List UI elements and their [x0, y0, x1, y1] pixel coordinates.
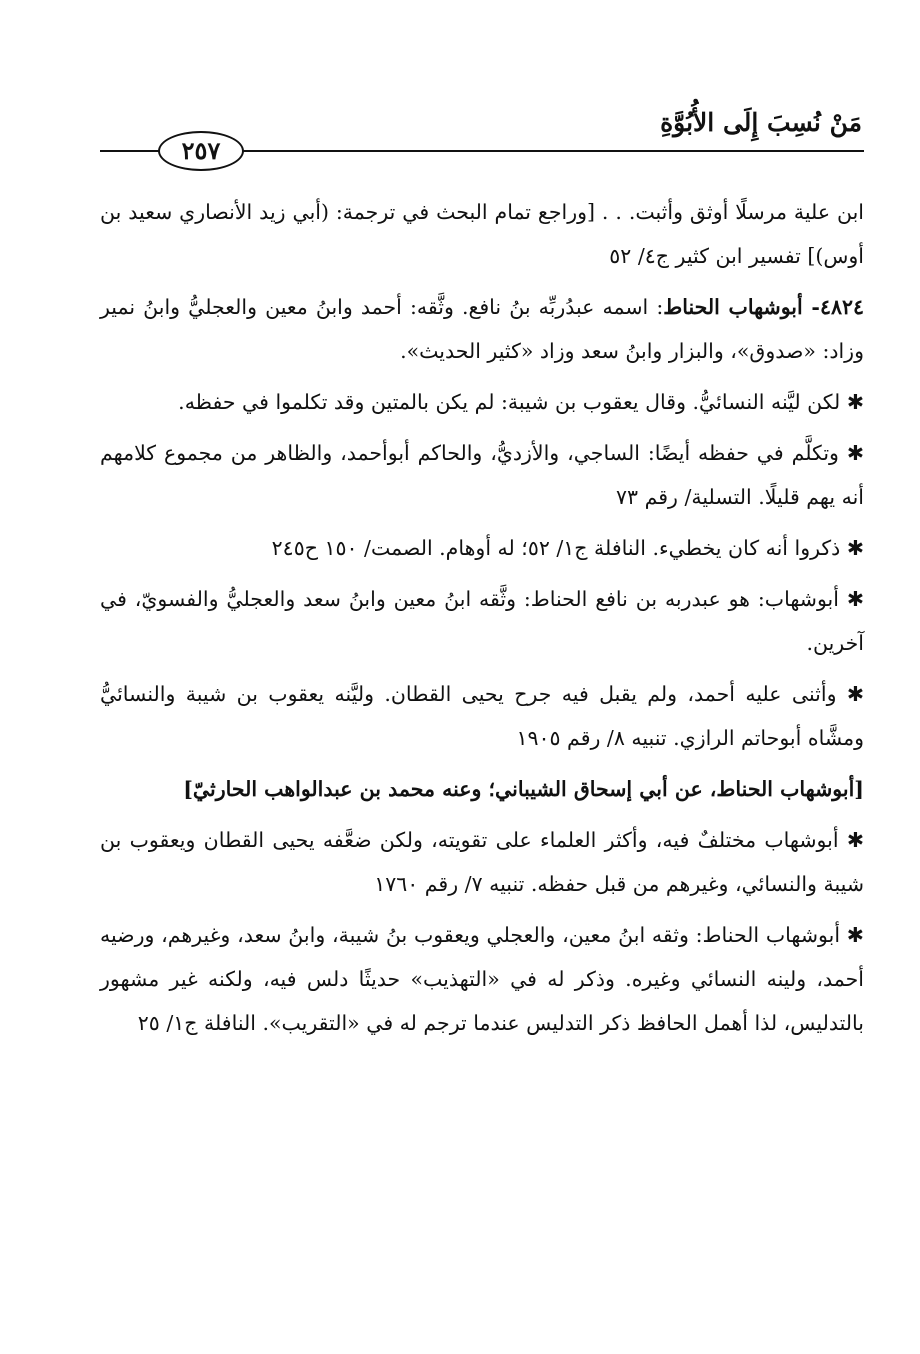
paragraph-2-text: : اسمه عبدُربِّه بنُ نافع. وثَّقه: أحمد وابنُ معين والعجليُّ وابنُ نمير وزاد: «صدوق»، والبزار وابنُ سعد وزاد «كثير الحديث».	[100, 295, 864, 363]
paragraph-10: ✱ أبوشهاب الحناط: وثقه ابنُ معين، والعجلي ويعقوب بنُ شيبة، وابنُ سعد، وغيرهم، ورضيه أحمد، ولينه النسائي وغيره. وذكر له في «التهذيب» حديثًا دلس فيه، ولكنه غير مشهور بالتدليس، لذا أهمل الحافظ ذكر التدليس عندما ترجم له في «التقريب». النافلة ج١/ ٢٥	[100, 923, 864, 1035]
page-number: ٢٥٧	[158, 131, 244, 171]
paragraph-9: ✱ أبوشهاب مختلفٌ فيه، وأكثر العلماء على تقويته، ولكن ضعَّفه يحيى القطان ويعقوب بن شيبة والنسائي، وغيرهم من قبل حفظه. تنبيه ٧/ رقم ١٧٦٠	[100, 828, 864, 896]
paragraph-1: ابن علية مرسلًا أوثق وأثبت. . . [وراجع تمام البحث في ترجمة: (أبي زيد الأنصاري سعيد بن أوس)] تفسير ابن كثير ج٤/ ٥٢	[100, 200, 864, 268]
paragraph-8: [أبوشهاب الحناط، عن أبي إسحاق الشيباني؛ وعنه محمد بن عبدالواهب الحارثيّ]	[183, 777, 864, 801]
body-text	[100, 190, 864, 1045]
paragraph-6: ✱ أبوشهاب: هو عبدربه بن نافع الحناط: وثَّقه ابنُ معين وابنُ سعد والعجليُّ والفسويّ، في آخرين.	[100, 587, 864, 655]
paragraph-3: ✱ لكن ليَّنه النسائيُّ. وقال يعقوب بن شيبة: لم يكن بالمتين وقد تكلموا في حفظه.	[178, 390, 864, 414]
paragraph-7: ✱ وأثنى عليه أحمد، ولم يقبل فيه جرح يحيى القطان. وليَّنه يعقوب بن شيبة والنسائيُّ ومشَّاه أبوحاتم الرازي. تنبيه ٨/ رقم ١٩٠٥	[100, 682, 864, 750]
paragraph-5: ✱ ذكروا أنه كان يخطيء. النافلة ج١/ ٥٢؛ له أوهام. الصمت/ ١٥٠ ح٢٤٥	[271, 536, 864, 560]
running-title: مَنْ نُسِبَ إِلَى الأُبُوَّةِ	[660, 108, 862, 137]
paragraph-4: ✱ وتكلَّم في حفظه أيضًا: الساجي، والأزديُّ، والحاكم أبوأحمد، والظاهر من مجموع كلامهم أنه يهم قليلًا. التسلية/ رقم ٧٣	[100, 441, 864, 509]
entry-heading: ٤٨٢٤- أبوشهاب الحناط	[663, 295, 864, 319]
paragraph-2	[100, 285, 864, 373]
